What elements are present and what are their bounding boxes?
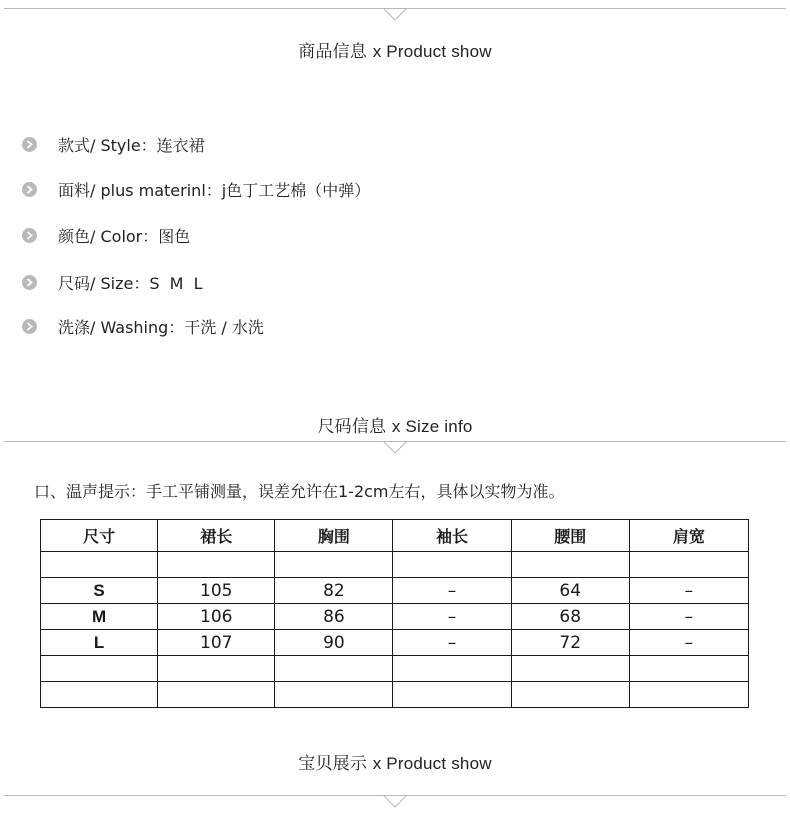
- product-info-title: [0, 37, 790, 62]
- table-cell: 106: [158, 604, 275, 630]
- chevron-right-icon: [22, 137, 37, 152]
- table-cell: L: [41, 630, 158, 656]
- table-cell: [41, 682, 158, 708]
- top-divider-notch-icon: [382, 8, 408, 22]
- table-cell: 64: [511, 578, 629, 604]
- size-info-title: [0, 412, 790, 437]
- attribute-label: 尺码/ Size：: [58, 273, 150, 293]
- table-cell: [41, 656, 158, 682]
- table-cell: [393, 656, 511, 682]
- header-waist: 腰围: [511, 520, 629, 552]
- attribute-label: 款式/ Style：: [58, 135, 157, 155]
- chevron-right-icon: [22, 319, 37, 334]
- table-cell: 86: [275, 604, 393, 630]
- size-info-divider-notch-icon: [382, 441, 408, 455]
- header-skirt-length: 裙长: [158, 520, 275, 552]
- measurement-notice: 口、温声提示：手工平铺测量，误差允许在1-2cm左右，具体以实物为准。: [34, 482, 565, 501]
- attribute-value: 连衣裙: [156, 135, 205, 155]
- table-cell: 82: [275, 578, 393, 604]
- table-cell: [275, 682, 393, 708]
- chevron-right-icon: [22, 275, 37, 290]
- table-cell: [511, 682, 629, 708]
- table-cell: 72: [511, 630, 629, 656]
- table-row: [41, 578, 749, 604]
- attribute-color: [22, 223, 190, 247]
- chevron-right-icon: [22, 182, 37, 197]
- table-cell: M: [41, 604, 158, 630]
- table-cell: 105: [158, 578, 275, 604]
- bottom-divider-notch-icon: [382, 795, 408, 809]
- header-shoulder: 肩宽: [629, 520, 748, 552]
- product-show-title-en: x Product show: [372, 754, 492, 773]
- table-cell: [41, 552, 158, 578]
- attribute-label: 洗涤/ Washing：: [58, 317, 185, 337]
- table-cell: 68: [511, 604, 629, 630]
- table-row: [41, 630, 749, 656]
- chevron-right-icon: [22, 228, 37, 243]
- attribute-value: S M L: [149, 273, 203, 293]
- attribute-label: 面料/ plus materinl：: [58, 180, 222, 200]
- product-info-title-cn: 商品信息: [298, 42, 368, 62]
- table-cell: [511, 552, 629, 578]
- table-cell: –: [629, 630, 748, 656]
- product-info-title-en: x Product show: [372, 42, 492, 61]
- size-info-title-cn: 尺码信息: [317, 417, 387, 437]
- header-size: 尺寸: [41, 520, 158, 552]
- table-cell: –: [393, 630, 511, 656]
- attribute-value: 干洗 / 水洗: [184, 317, 264, 337]
- product-show-title: [0, 749, 790, 774]
- attribute-style: [22, 132, 205, 156]
- table-cell: S: [41, 578, 158, 604]
- attribute-washing: [22, 314, 264, 338]
- size-info-title-en: x Size info: [391, 417, 473, 436]
- table-cell: 90: [275, 630, 393, 656]
- table-cell: [275, 656, 393, 682]
- table-row: [41, 604, 749, 630]
- table-cell: –: [629, 578, 748, 604]
- table-row: [41, 682, 749, 708]
- size-table-header-row: [41, 520, 749, 552]
- table-row: [41, 552, 749, 578]
- header-bust: 胸围: [275, 520, 393, 552]
- table-cell: [629, 552, 748, 578]
- table-cell: [158, 682, 275, 708]
- table-cell: –: [629, 604, 748, 630]
- table-cell: [158, 552, 275, 578]
- table-cell: [393, 552, 511, 578]
- table-cell: 107: [158, 630, 275, 656]
- table-cell: [629, 682, 748, 708]
- table-cell: [629, 656, 748, 682]
- attribute-label: 颜色/ Color：: [58, 226, 159, 246]
- table-cell: [393, 682, 511, 708]
- attribute-value: 图色: [158, 226, 191, 246]
- table-row: [41, 656, 749, 682]
- table-cell: [158, 656, 275, 682]
- attribute-size: [22, 270, 203, 294]
- table-cell: –: [393, 604, 511, 630]
- header-sleeve-length: 袖长: [393, 520, 511, 552]
- table-cell: –: [393, 578, 511, 604]
- table-cell: [511, 656, 629, 682]
- size-table: [40, 519, 749, 708]
- product-show-title-cn: 宝贝展示: [298, 754, 368, 774]
- attribute-material: [22, 177, 370, 201]
- table-cell: [275, 552, 393, 578]
- attribute-value: j色丁工艺棉（中弹）: [221, 180, 371, 200]
